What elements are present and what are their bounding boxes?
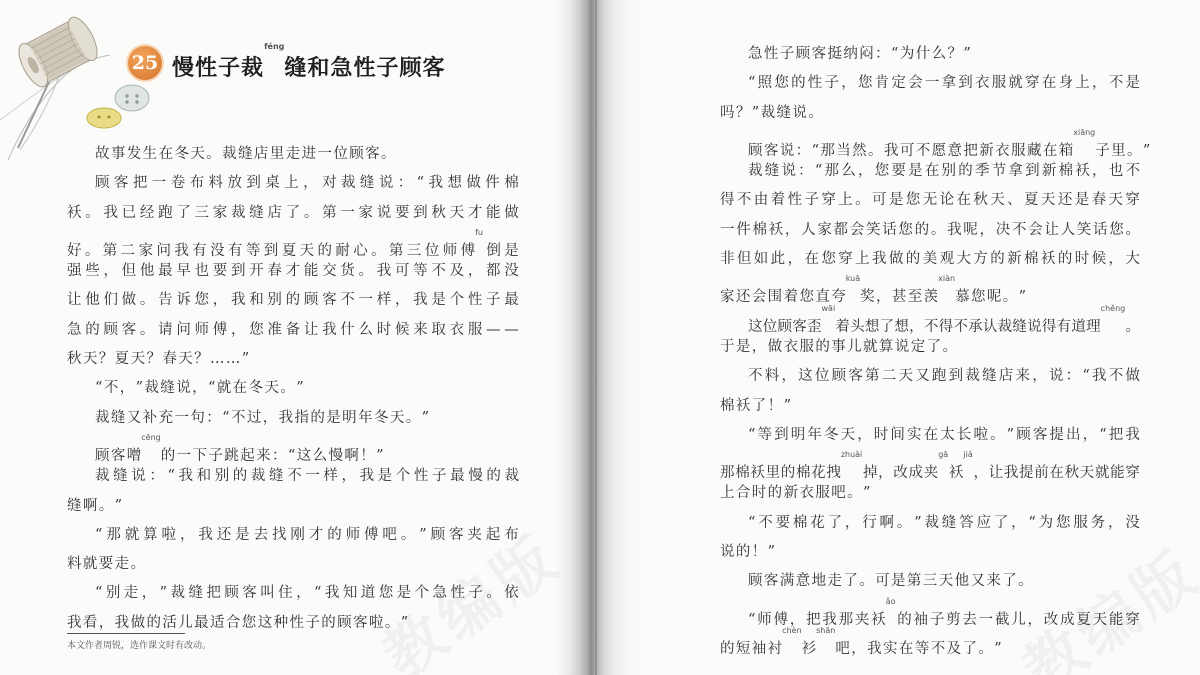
annotated-char-base: 理 bbox=[1086, 318, 1101, 335]
pinyin: féng bbox=[264, 42, 285, 51]
text-line: 不 料 ， 这 位 顾 客 第 二 天 又 跑 到 裁 缝 店 来 ， 说 ： “ 我 不 做 bbox=[748, 368, 1140, 385]
pinyin: zhuài bbox=[840, 450, 863, 460]
annotated-char bbox=[768, 626, 802, 664]
text-line: 于 是 ， 做 衣 服 的 事 儿 就 算 说 定 了 。 bbox=[720, 338, 957, 355]
pinyin: wāi bbox=[821, 303, 836, 313]
pinyin: jiá bbox=[963, 450, 973, 460]
text-line: “ 等 到 明 年 冬 天 ， 时 间 实 在 太 长 啦 。 ” 顾 客 提 出 ， “ 把 我 bbox=[748, 426, 1140, 443]
footnote-rule bbox=[67, 633, 185, 634]
pinyin: fu bbox=[475, 227, 483, 237]
annotated-char-base: 歪 bbox=[807, 318, 822, 335]
text-line: 好 。 第 二 家 问 我 有 没 有 等 到 夏 天 的 耐 心 。 第 三 位 师 傅fu 倒 是 bbox=[67, 228, 519, 257]
annotated-char-base: 夹 bbox=[923, 465, 939, 482]
annotated-char-base: 羡 bbox=[923, 289, 939, 306]
text-line: 得 不 由 着 性 子 穿 上 。 可 是 您 无 论 在 秋 天 、 夏 天 还 是 春 天 穿 bbox=[720, 192, 1140, 209]
text-line: 我 看 ， 我 做 的 活 儿 最 适 合 您 这 种 性 子 的 顾 客 啦 。 ” bbox=[67, 614, 409, 631]
right-page-text bbox=[720, 40, 1151, 657]
pinyin: gā bbox=[938, 450, 949, 460]
text-line: 急 的 顾 客 。 请 问 师 傅 ， 您 准 备 让 我 什 么 时 候 来 取 衣 服 — — bbox=[67, 321, 519, 338]
text-line: 料 就 要 走 。 bbox=[67, 556, 146, 573]
text-line: 裁 缝 说 ： “ 我 和 别 的 裁 缝 不 一 样 ， 我 是 个 性 子 最 慢 的 裁 bbox=[95, 468, 519, 485]
text-line: 秋 天 ？ 夏 天 ？ 春 天 ？ … … ” bbox=[67, 351, 250, 368]
text-line: 让 他 们 做 。 告 诉 您 ， 我 和 别 的 顾 客 不 一 样 ， 我 是 个 性 子 最 bbox=[67, 292, 519, 309]
text-line: “ 不 要 棉 花 了 ， 行 啊 。 ” 裁 缝 答 应 了 ， “ 为 您 服 务 ， 没 bbox=[748, 514, 1140, 531]
text-line: 裁 缝 又 补 充 一 句 ： “ 不 过 ， 我 指 的 是 明 年 冬 天 。 ” bbox=[95, 409, 430, 426]
text-line: “ 那 就 算 啦 ， 我 还 是 去 找 刚 才 的 师 傅 吧 。 ” 顾 客 夹 起 布 bbox=[95, 526, 519, 543]
text-line: 缝 啊 。 ” bbox=[67, 497, 123, 514]
lesson-number: 25 bbox=[131, 52, 159, 74]
annotated-char-base: 衫 bbox=[801, 640, 817, 657]
text-line: 袄 。 我 已 经 跑 了 三 家 裁 缝 店 了 。 第 一 家 说 要 到 秋 天 才 能 做 bbox=[67, 204, 519, 221]
text-line: 强 些 ， 但 他 最 早 也 要 到 开 春 才 能 交 货 。 我 可 等 不 及 ， 都 没 bbox=[67, 263, 519, 280]
lesson-title bbox=[128, 32, 446, 82]
annotated-char bbox=[924, 274, 955, 312]
annotated-char bbox=[831, 274, 860, 312]
pinyin: chèn bbox=[782, 625, 802, 635]
pinyin: xiāng bbox=[1073, 127, 1096, 137]
text-line: 急 性 子 顾 客 挺 纳 闷 ： “ 为 什 么 ？ ” bbox=[748, 46, 971, 62]
pinyin: cēng bbox=[141, 432, 161, 442]
annotated-char bbox=[241, 42, 284, 82]
text-line: “ 师 傅 ， 把 我 那 夹 袄ǎo 的 袖 子 剪 去 一 截 儿 ， 改 成 夏 天 能 穿 bbox=[720, 597, 1140, 626]
lesson-number-badge bbox=[128, 46, 162, 80]
text-line: 棉 袄 了 ！ ” bbox=[720, 397, 791, 414]
text-line: “ 照 您 的 性 子 ， 您 肯 定 会 一 拿 到 衣 服 就 穿 在 身 上 ， 不 是 bbox=[748, 75, 1140, 92]
annotated-char bbox=[1086, 304, 1125, 342]
annotated-char-base: 傅 bbox=[460, 242, 476, 259]
pinyin: shān bbox=[816, 625, 836, 635]
text-line: 上 合 时 的 新 衣 服 吧 。 ” bbox=[720, 485, 871, 502]
text-line: 的 短 袖 衬chèn 衫shān 吧 ， 我 实 在 等 不 及 了 。 ” bbox=[720, 626, 1140, 655]
text-line: 故 事 发 生 在 冬 天 。 裁 缝 店 里 走 进 一 位 顾 客 。 bbox=[95, 146, 396, 162]
text-line: 顾 客 噌cēng 的 一 下 子 跳 起 来 ： “ 这 么 慢 啊 ！ ” bbox=[67, 433, 519, 462]
text-line: 吗 ？ ” 裁 缝 说 。 bbox=[720, 104, 823, 121]
text-line: “ 别 走 ， ” 裁 缝 把 顾 客 叫 住 ， “ 我 知 道 您 是 个 急 性 子 。 依 bbox=[95, 585, 519, 602]
text-line: 这 位 顾 客 歪wāi 着 头 想 了 想 ， 不 得 不 承 认 裁 缝 说 得 有 道 理chěng 。 bbox=[720, 304, 1140, 333]
annotated-char-base: 袄 bbox=[948, 465, 964, 482]
gutter-fold bbox=[595, 0, 597, 675]
annotated-char bbox=[949, 450, 973, 488]
annotated-char-base: 衬 bbox=[767, 640, 783, 657]
footnote: 本文作者周锐，选作课文时有改动。 bbox=[67, 641, 212, 651]
text-line: 顾 客 把 一 卷 布 料 放 到 桌 上 ， 对 裁 缝 说 ： “ 我 想 做 件 棉 bbox=[95, 175, 519, 192]
annotated-char-base: 拽 bbox=[826, 465, 841, 482]
text-line: 顾 客 说 ： “ 那 当 然 。 我 可 不 愿 意 把 新 衣 服 藏 在 箱xiāng 子 里 。 ” bbox=[720, 128, 1140, 157]
text-line: 非 但 如 此 ， 在 您 穿 上 我 做 的 美 观 大 方 的 新 棉 袄 的 时 候 ， 大 bbox=[720, 251, 1140, 268]
lesson-title-text: 慢性子裁féng缝和急性子顾客 bbox=[172, 42, 446, 81]
annotated-char-base: 箱 bbox=[1058, 142, 1074, 159]
text-line: “ 不 ， ” 裁 缝 说 ， “ 就 在 冬 天 。 ” bbox=[95, 380, 304, 397]
annotated-char bbox=[802, 626, 836, 664]
text-line: 那 棉 袄 里 的 棉 花 拽zhuài 掉 ， 改 成 夹gā 袄jiá ， 让 我 提 前 在 秋 天 就 能 穿 bbox=[720, 450, 1140, 479]
annotated-char-base: 噌 bbox=[126, 447, 142, 464]
annotated-char-base: 夸 bbox=[831, 289, 846, 306]
text-line: 一 件 棉 袄 ， 人 家 都 会 笑 话 您 的 。 我 呢 ， 决 不 会 让 人 笑 话 您 。 bbox=[720, 221, 1140, 238]
annotated-char bbox=[924, 450, 948, 488]
pinyin: chěng bbox=[1100, 303, 1126, 313]
annotated-char-base: 袄 bbox=[871, 611, 886, 628]
pinyin: ǎo bbox=[885, 596, 896, 606]
text-line: 家 还 会 围 着 您 直 夸kuā 奖 ， 甚 至 羡xiàn 慕 您 呢 。 ” bbox=[720, 274, 1140, 303]
text-line: 裁 缝 说 ： “ 那 么 ， 您 要 是 在 别 的 季 节 拿 到 新 棉 袄 ， 也 不 bbox=[748, 163, 1140, 180]
annotated-char bbox=[871, 597, 895, 635]
annotated-char-base: 裁 bbox=[241, 56, 265, 81]
pinyin: kuā bbox=[845, 274, 861, 284]
text-line: 顾 客 满 意 地 走 了 。 可 是 第 三 天 他 又 来 了 。 bbox=[748, 573, 1033, 590]
pinyin: xiàn bbox=[938, 274, 956, 284]
text-line: 说 的 ！ ” bbox=[720, 544, 776, 561]
